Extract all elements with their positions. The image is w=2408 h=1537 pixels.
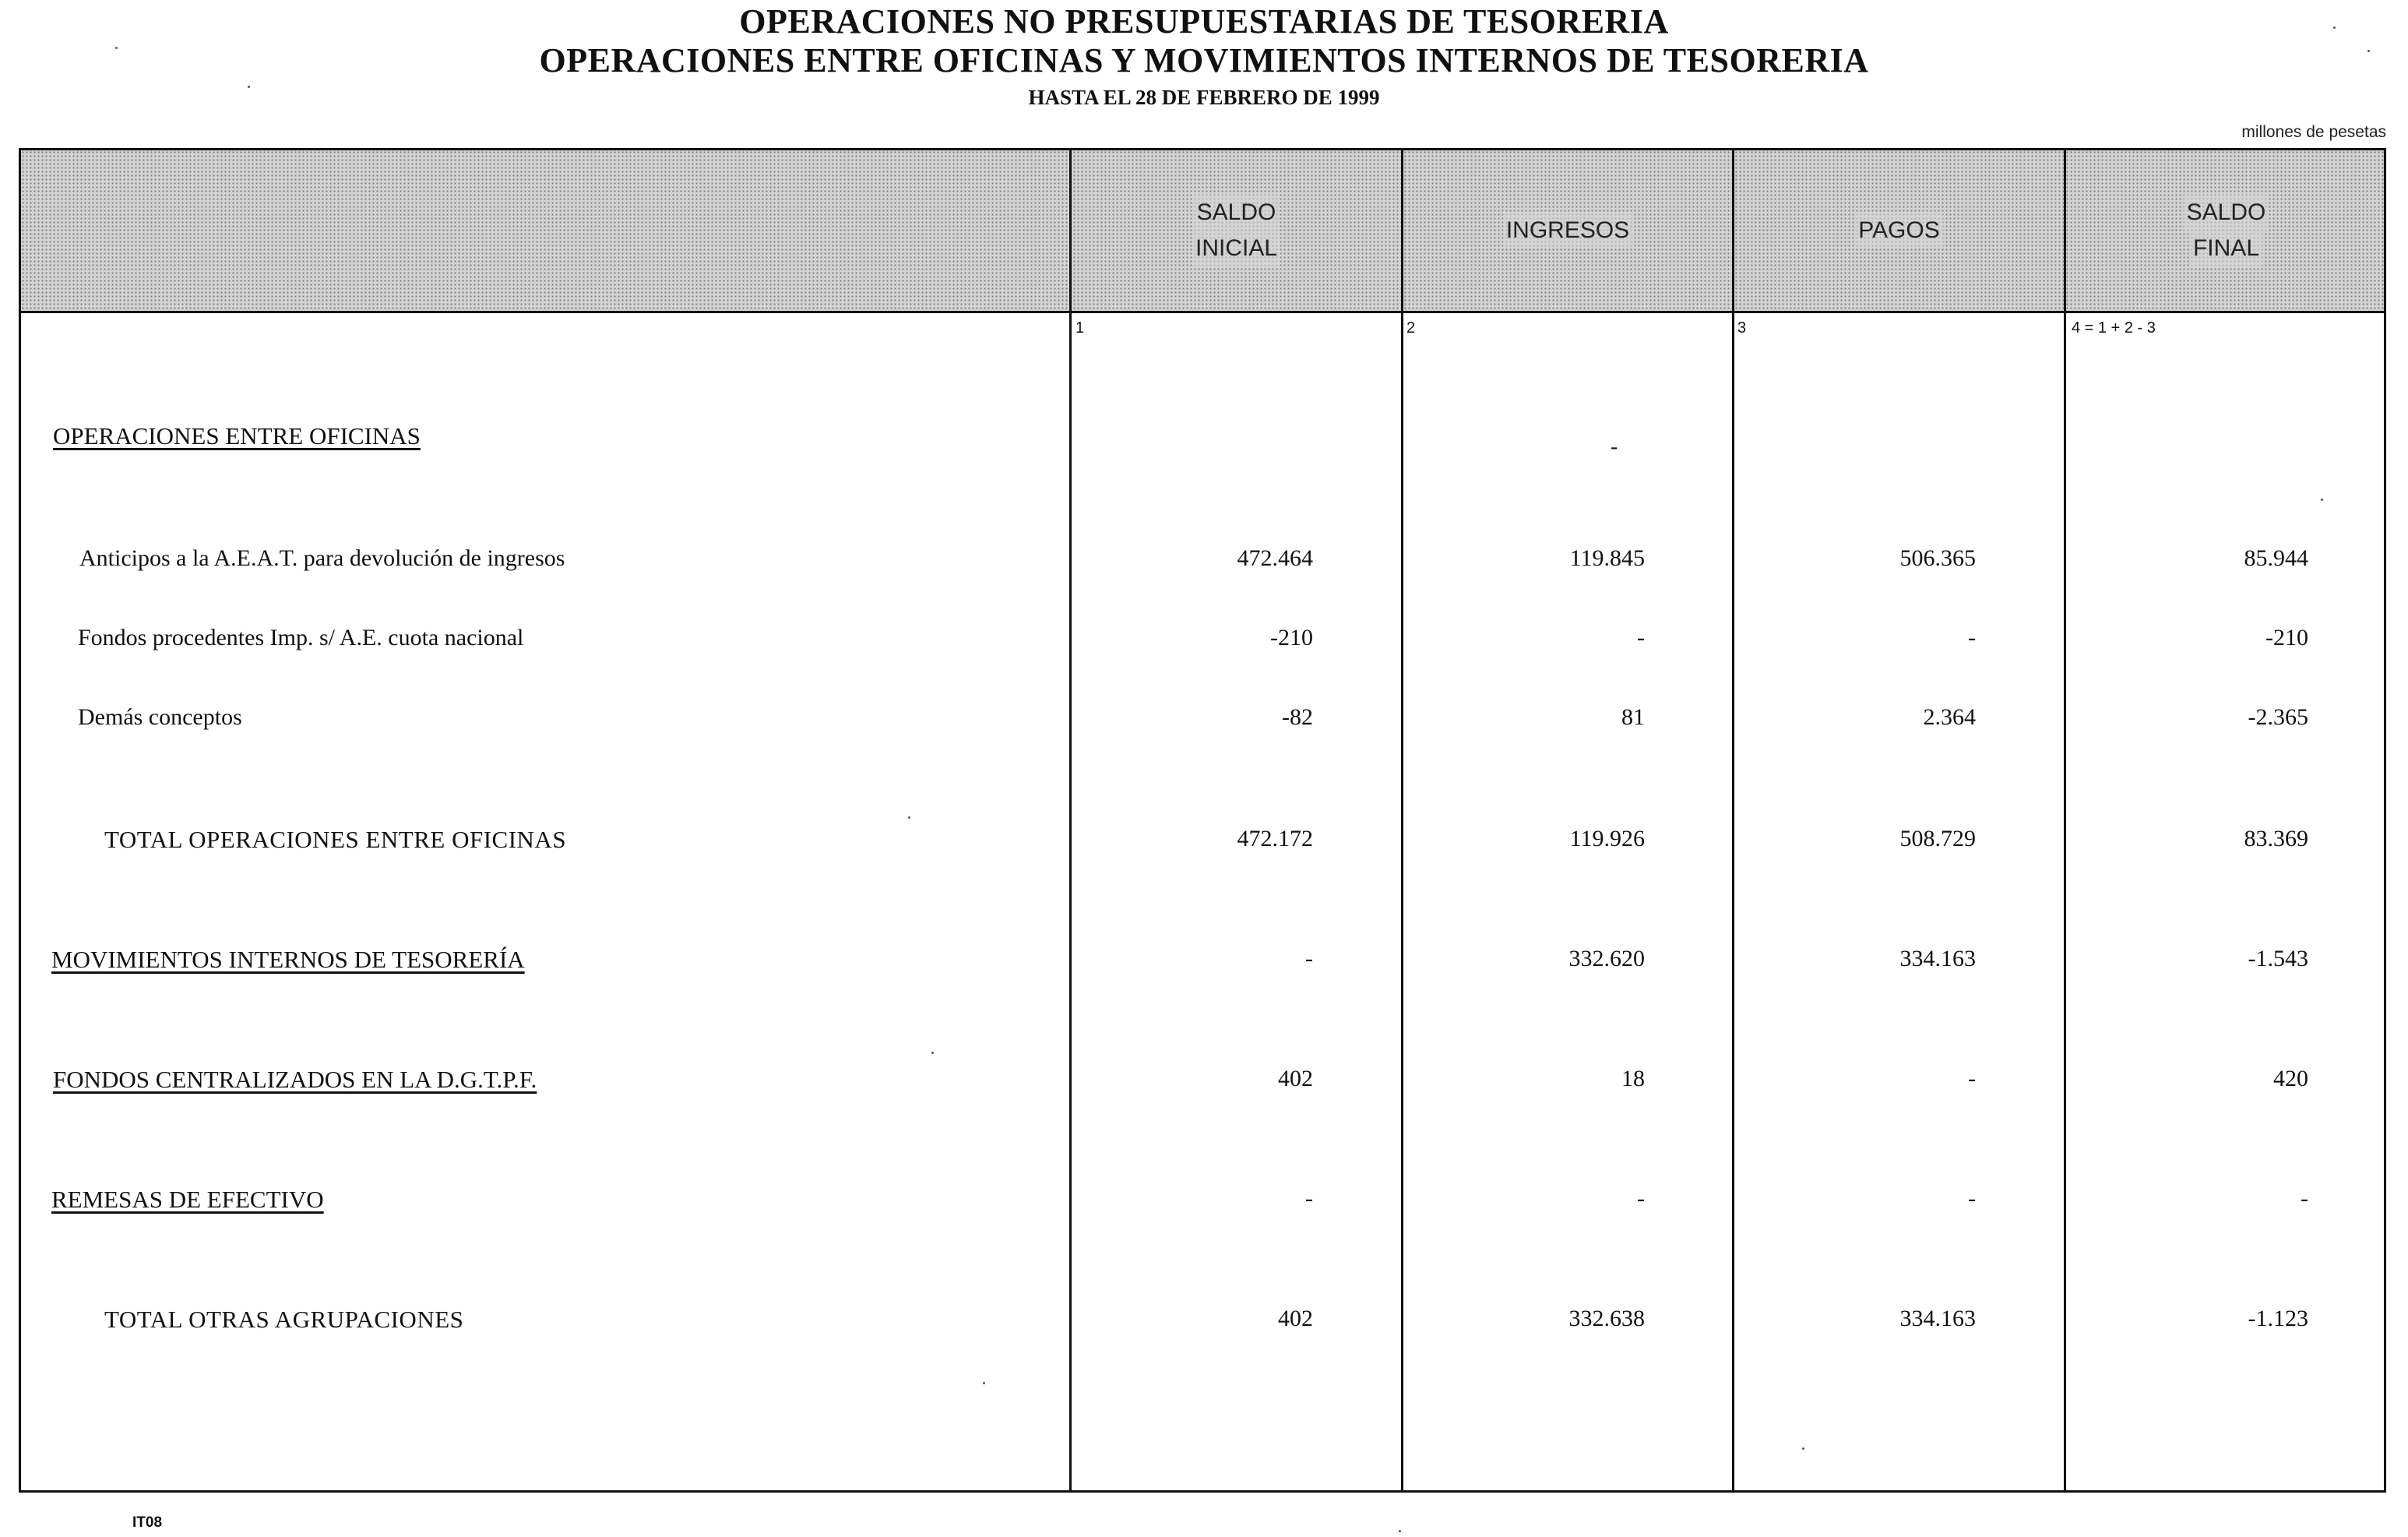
section-title-remesas-efectivo: REMESAS DE EFECTIVO: [51, 1186, 324, 1213]
scan-speck: [1399, 1530, 1401, 1532]
row-label: TOTAL OTRAS AGRUPACIONES: [104, 1306, 464, 1333]
cell-saldo-inicial: 472.464: [1237, 545, 1313, 571]
column-number: 3: [1737, 319, 1747, 337]
scan-speck: [908, 816, 910, 819]
scan-speck: [115, 47, 118, 49]
cell-saldo-final: -: [2301, 1186, 2308, 1211]
cell-ingresos: 119.926: [1569, 826, 1645, 851]
column-divider: [1732, 148, 1734, 1493]
cell-pagos: -: [1968, 625, 1976, 650]
stray-mark: -: [1611, 435, 1618, 459]
cell-saldo-final: -1.543: [2248, 946, 2308, 971]
cell-pagos: 2.364: [1923, 704, 1976, 730]
cell-saldo-inicial: 402: [1278, 1306, 1313, 1331]
cell-saldo-final: -210: [2265, 625, 2308, 650]
section-title-fondos-centralizados: FONDOS CENTRALIZADOS EN LA D.G.T.P.F.: [53, 1066, 537, 1093]
cell-pagos: -: [1968, 1066, 1976, 1091]
cell-ingresos: -: [1637, 625, 1645, 650]
column-header-pagos: PAGOS: [1734, 148, 2064, 313]
scan-speck: [2333, 26, 2336, 29]
cell-pagos: 334.163: [1899, 1306, 1976, 1331]
cell-ingresos: -: [1637, 1186, 1645, 1211]
column-divider: [2064, 148, 2066, 1493]
column-header-saldo-inicial: SALDO INICIAL: [1072, 148, 1401, 313]
cell-pagos: 334.163: [1899, 946, 1976, 971]
cell-saldo-inicial: -: [1305, 1186, 1313, 1211]
data-table: [19, 148, 2386, 1493]
cell-ingresos: 332.620: [1568, 946, 1645, 971]
page-title: OPERACIONES NO PRESUPUESTARIAS DE TESORERIA: [739, 2, 1669, 41]
scan-speck: [2321, 499, 2323, 501]
date-caption: HASTA EL 28 DE FEBRERO DE 1999: [1028, 86, 1380, 109]
scan-speck: [931, 1052, 934, 1054]
units-label: millones de pesetas: [2241, 123, 2386, 141]
cell-pagos: -: [1968, 1186, 1976, 1211]
scan-speck: [983, 1382, 985, 1384]
section-title-operaciones-entre-oficinas: OPERACIONES ENTRE OFICINAS: [53, 422, 421, 449]
cell-saldo-inicial: -82: [1282, 704, 1313, 730]
column-header-saldo-final: SALDO FINAL: [2066, 148, 2386, 313]
cell-ingresos: 81: [1621, 704, 1645, 730]
row-label: Demás conceptos: [78, 704, 242, 730]
row-label: TOTAL OPERACIONES ENTRE OFICINAS: [104, 826, 567, 853]
scan-speck: [1802, 1447, 1804, 1450]
row-label: Fondos procedentes Imp. s/ A.E. cuota nacional: [78, 625, 524, 650]
column-divider: [1401, 148, 1403, 1493]
cell-saldo-inicial: -: [1305, 946, 1313, 971]
cell-saldo-final: -2.365: [2248, 704, 2308, 730]
column-number: 2: [1406, 319, 1416, 337]
row-label: Anticipos a la A.E.A.T. para devolución de ingresos: [79, 545, 565, 571]
footer-code: IT08: [132, 1514, 163, 1531]
cell-ingresos: 18: [1621, 1066, 1645, 1091]
column-number: 1: [1076, 319, 1085, 337]
cell-saldo-final: 85.944: [2244, 545, 2308, 571]
cell-ingresos: 119.845: [1569, 545, 1645, 571]
column-number: 4 = 1 + 2 - 3: [2072, 319, 2156, 337]
cell-pagos: 508.729: [1899, 826, 1976, 851]
section-title-movimientos-internos: MOVIMIENTOS INTERNOS DE TESORERÍA: [51, 946, 525, 973]
cell-saldo-inicial: 472.172: [1237, 826, 1313, 851]
scan-speck: [2368, 50, 2370, 52]
cell-ingresos: 332.638: [1568, 1306, 1645, 1331]
page-subtitle: OPERACIONES ENTRE OFICINAS Y MOVIMIENTOS INTERNOS DE TESORERIA: [539, 41, 1869, 79]
cell-pagos: 506.365: [1899, 545, 1976, 571]
cell-saldo-final: -1.123: [2248, 1306, 2308, 1331]
cell-saldo-final: 83.369: [2244, 826, 2308, 851]
cell-saldo-inicial: -210: [1270, 625, 1313, 650]
cell-saldo-final: 420: [2273, 1066, 2308, 1091]
column-divider: [1069, 148, 1072, 1493]
scan-speck: [248, 86, 250, 88]
cell-saldo-inicial: 402: [1278, 1066, 1313, 1091]
column-header-ingresos: INGRESOS: [1403, 148, 1732, 313]
